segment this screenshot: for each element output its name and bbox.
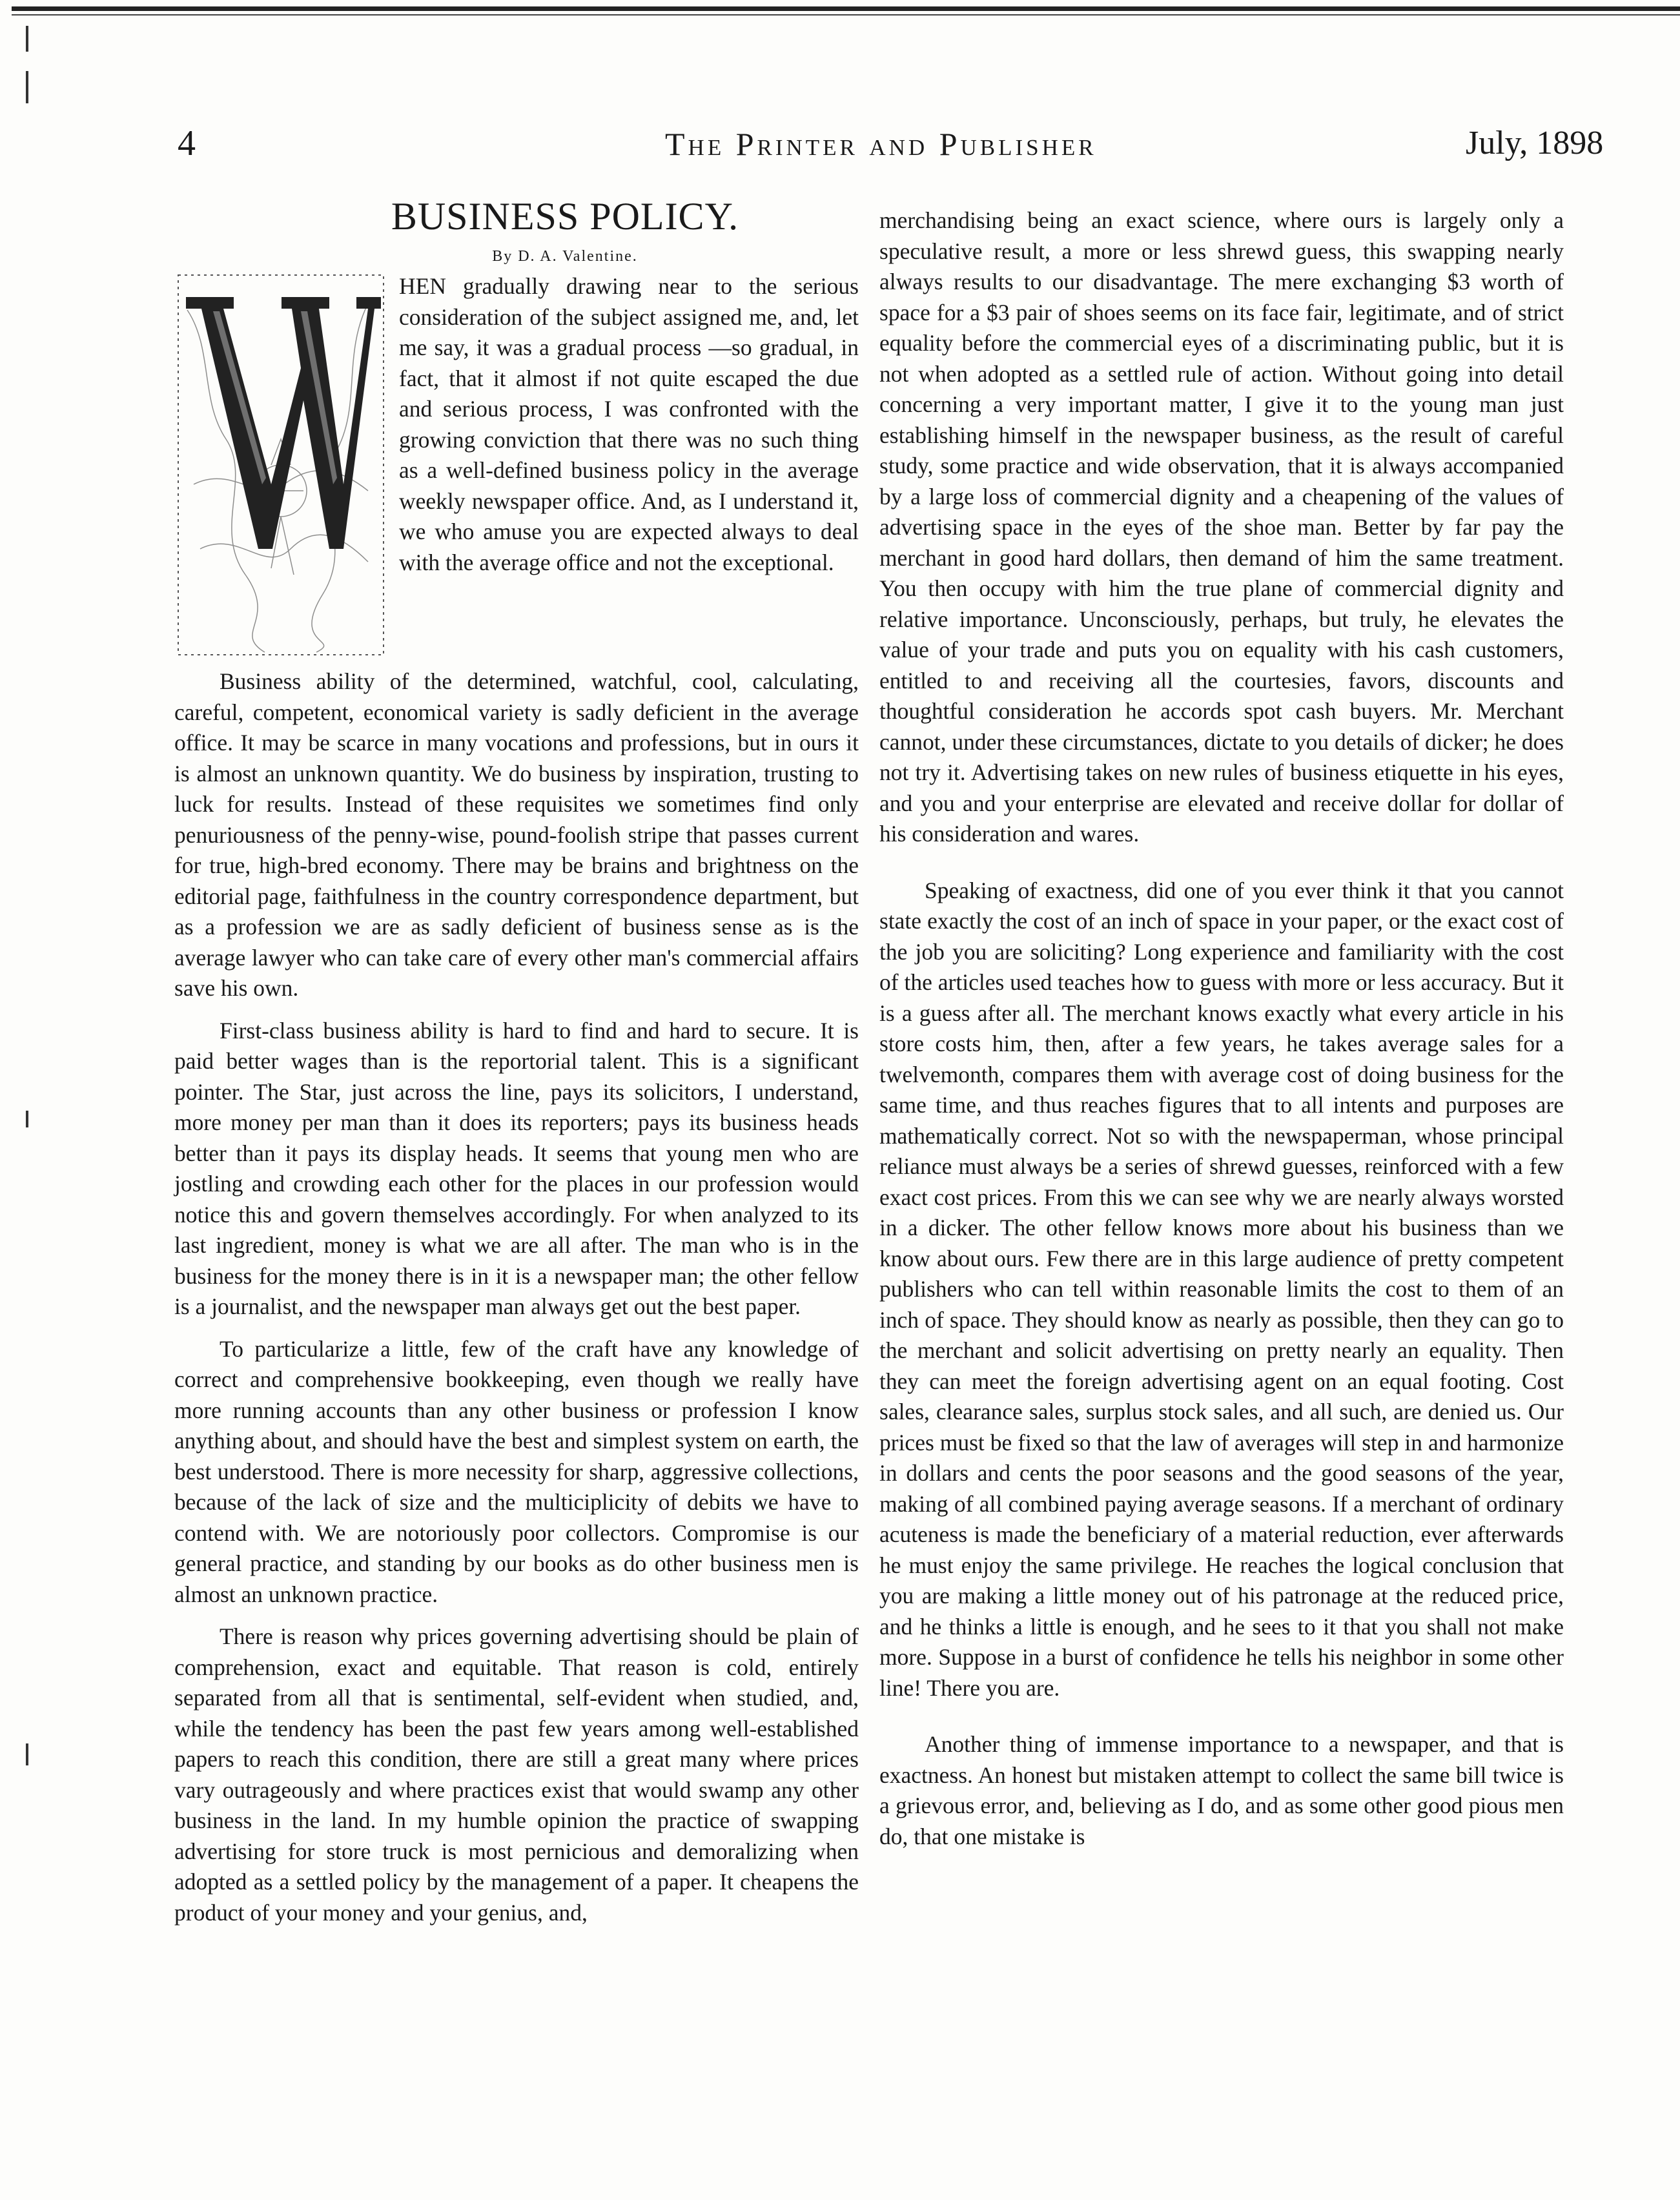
article-byline: By D. A. Valentine. xyxy=(492,248,638,265)
running-header xyxy=(0,123,1680,168)
body-paragraph: merchandising being an exact science, where ours is largely only a speculative result, a more or less shrewd guess, this swapping nearly always results to our disadvantage. The mere exchanging $3 worth of space for a $3 pair of shoes seems on its face fair, legitimate, and of strict equality before the commercial eyes of a discriminating public, but it is not when adopted as a settled rule of action. Without going into detail concerning a very important matter, I give it to the young man just establishing himself in the newspaper business, as the result of careful study, some practice and wide observation, that it is always accompanied by a large loss of commercial dignity and a cheapening of the values of advertising space in the eyes of the shoe man. Better by far pay the merchant in good hard dollars, then demand of him the same treatment. You then occupy with him the true plane of commercial dignity and relative importance. Unconsciously, perhaps, but truly, he elevates the value of your trade and puts you on equality with his cash customers, entitled to and receiving all the courtesies, favors, discounts and thoughtful consideration he accords spot cash buyers. Mr. Merchant cannot, under these circumstances, dictate to you details of dicker; he does not try it. Advertising takes on new rules of business etiquette in his eyes, and you and your enterprise are elevated and receive dollar for dollar of his consideration and wares. xyxy=(879,207,1564,847)
body-paragraph: There is reason why prices governing advertising should be plain of comprehension, exact and equitable. That reason is cold, entirely separated from all that is sentimental, self-evident when studied, and, while the tendency has been the past few years among well-established papers to reach this condition, there are still a great many where prices vary outrageously and where practices exist that would swamp any other business in the land. In my humble opinion the practice of swapping advertising for store truck is most pernicious and demoralizing when adopted as a settled policy by the management of a paper. It cheapens the product of your money and your genius, and, xyxy=(174,1623,859,1926)
body-paragraph: Another thing of immense importance to a newspaper, and that is exactness. An honest but mistaken attempt to collect the same bill twice is a grievous error, and, believing as I do, and as some other good pious men do, that one mistake is xyxy=(879,1731,1564,1849)
article-title: BUSINESS POLICY. xyxy=(391,195,739,238)
article-intro xyxy=(174,271,859,659)
margin-mark xyxy=(26,71,28,103)
left-column xyxy=(174,194,859,1928)
top-border-rule xyxy=(12,6,1680,11)
ornate-drop-cap-icon xyxy=(174,271,387,659)
intro-paragraph: HEN gradually drawing near to the serious consideration of the subject assigned me, and, let me say, it was a gradual process —so gradual, in fact, that it almost if not quite escaped the due and serious process, I was confronted with the growing conviction that there was no such thing as a well-defined business policy in the average weekly newspaper office. And, as I understand it, we who amuse you are expected always to deal with the average office and not the exceptional. xyxy=(399,273,859,575)
page-number: 4 xyxy=(178,123,196,163)
margin-mark xyxy=(26,26,28,52)
issue-date: July, 1898 xyxy=(1466,125,1604,161)
body-paragraph: Business ability of the determined, watchful, cool, calculating, careful, competent, economical variety is sadly deficient in the average office. It may be scarce in many vocations and professions, but in ours it is almost an unknown quantity. We do business by inspiration, trusting to luck for results. Instead of these requisites we sometimes find only penuriousness of the penny-wise, pound-foolish stripe that passes current for true, high-bred economy. There may be brains and brightness on the editorial page, faithfulness in the country correspondence department, but as a profession we are as sadly deficient of business sense as is the average lawyer who can take care of every other man's commercial affairs save his own. xyxy=(174,668,859,1001)
right-column xyxy=(879,205,1564,1852)
intro-paragraph-wrap xyxy=(399,271,859,578)
body-paragraph: To particularize a little, few of the craft have any knowledge of correct and comprehensive bookkeeping, even though we really have more running accounts than any other business or profession I know anything about, and should have the best and simplest system on earth, the best understood. There is more necessity for sharp, aggressive collections, because of the lack of size and the multiciplicity of debits we have to contend with. We are notoriously poor collectors. Compromise is our general practice, and standing by our books as do other business men is almost an unknown practice. xyxy=(174,1335,859,1607)
top-border-rule-thin xyxy=(12,14,1680,15)
margin-mark xyxy=(26,1111,28,1127)
margin-mark xyxy=(26,1743,28,1765)
body-paragraph: First-class business ability is hard to find and hard to secure. It is paid better wages than is the reportorial talent. This is a significant pointer. The Star, just across the line, pays its solicitors, I understand, more money per man than it does its reporters; pays its business heads better than it pays its display heads. It seems that young men who are jostling and crowding each other for the places in our profession would notice this and govern themselves accordingly. For when analyzed to its last ingredient, money is what we are all after. The man who is in the business for the money there is in it is a newspaper man; the other fellow is a journalist, and the newspaper man always get out the best paper. xyxy=(174,1017,859,1319)
body-paragraph: Speaking of exactness, did one of you ever think it that you cannot state exactly the cost of an inch of space in your paper, or the exact cost of the job you are soliciting? Long experience and familiarity with the cost of the articles used teaches how to guess with more or less accuracy. But it is a guess after all. The merchant knows exactly what every article in his store costs him, then, after a few years, he takes average sales for a twelvemonth, compares them with average cost of doing business for the same time, and thus reaches figures that to all intents and purposes are mathematically correct. Not so with the newspaperman, whose principal reliance must always be a series of shrewd guesses, reinforced with a few exact cost prices. From this we can see why we are nearly always worsted in a dicker. The other fellow knows more about his business than we know about ours. Few there are in this large audience of pretty competent publishers who can tell within reasonable limits the cost to them of an inch of space. They should know as nearly as possible, then they can go to the merchant and solicit advertising on pretty nearly an equality. Then they can meet the foreign advertising agent on an equal footing. Cost sales, clearance sales, surplus stock sales, and all such, are denied us. Our prices must be fixed so that the law of averages will step in and harmonize in dollars and cents the poor seasons and the good seasons of the year, making of all combined paying average seasons. If a merchant of ordinary acuteness is made the beneficiary of a material reduction, ever afterwards he must enjoy the same privilege. He reaches the logical conclusion that you are making a little money out of his patronage at the reduced price, and he thinks a little is enough, and he sees to it that you shall not make more. Suppose in a burst of confidence he tells his neighbor in some other line! There you are. xyxy=(879,877,1564,1701)
journal-title: The Printer and Publisher xyxy=(665,126,1097,162)
